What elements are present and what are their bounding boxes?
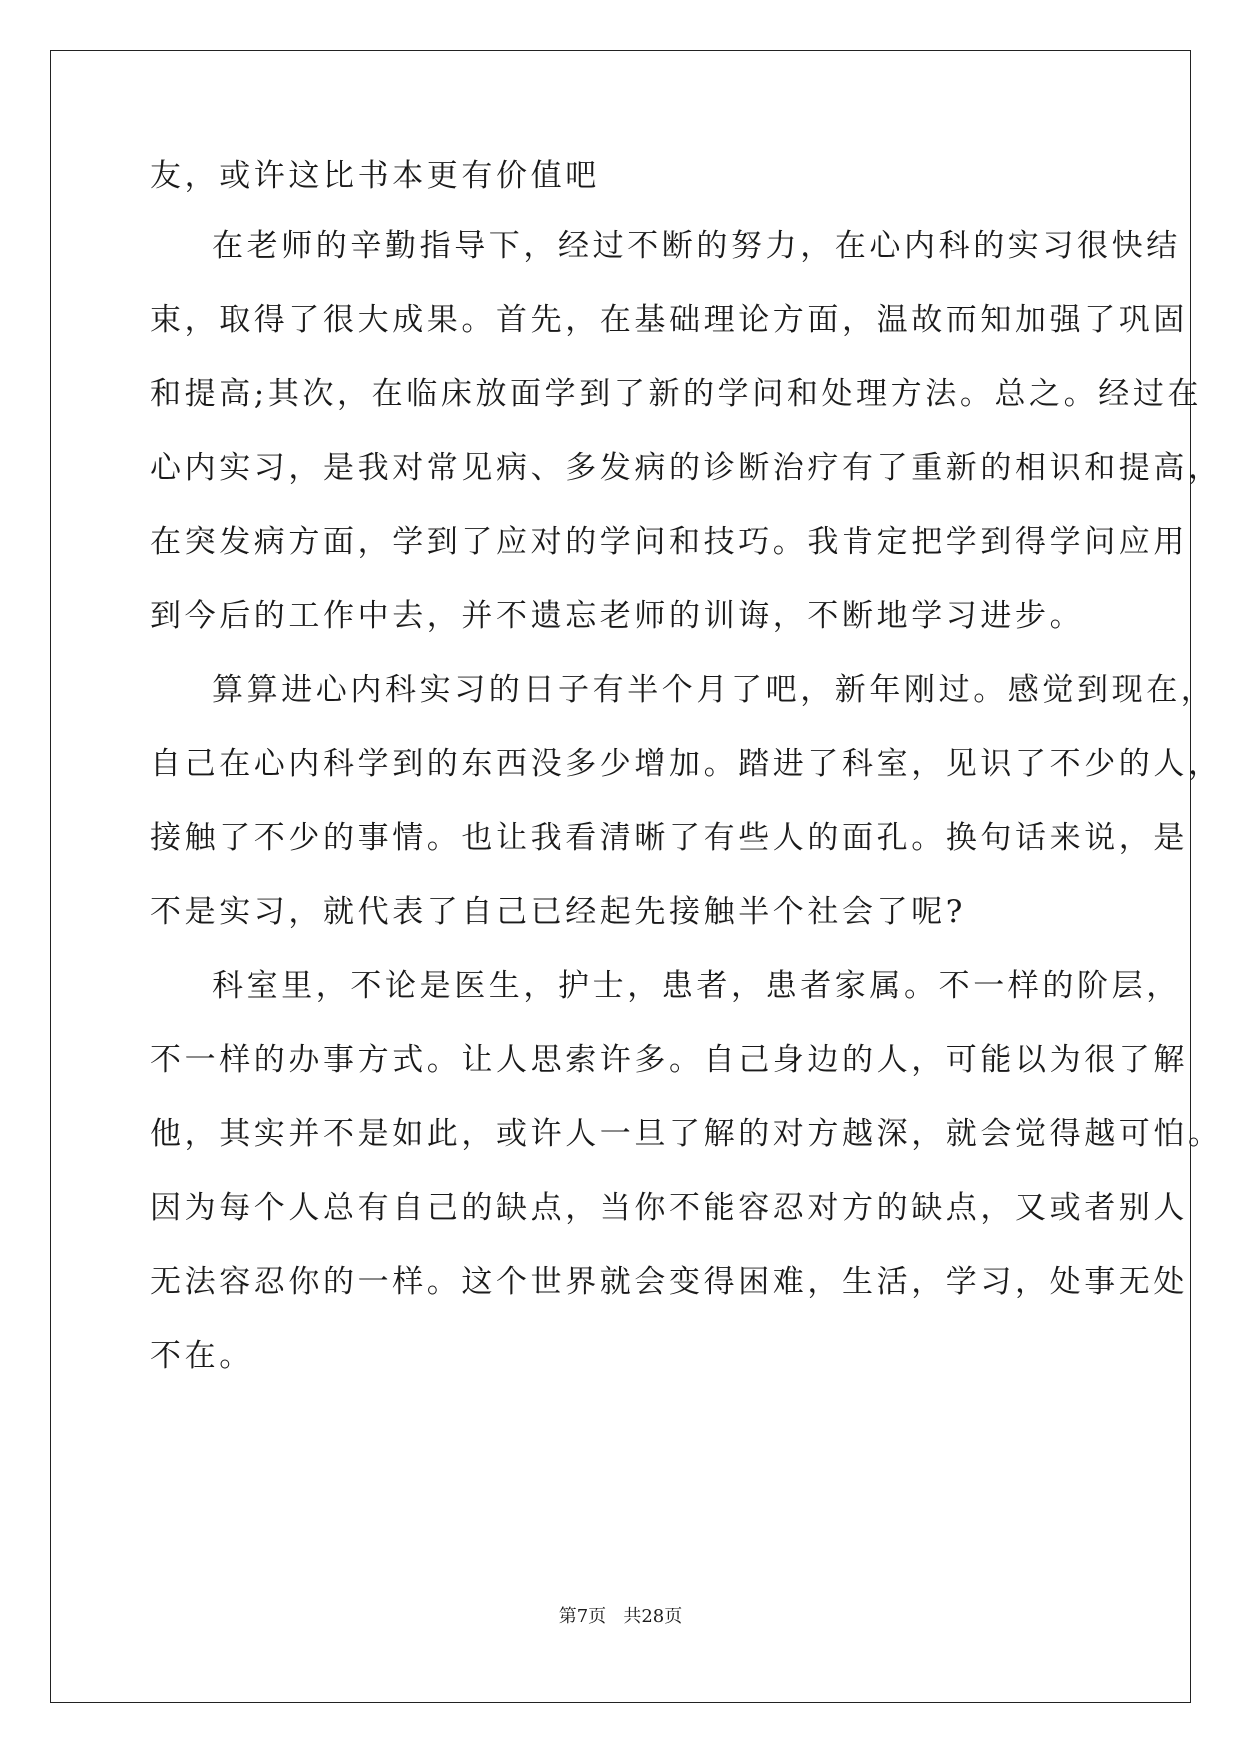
text-line: 不是实习，就代表了自己已经起先接触半个社会了呢? [150, 894, 967, 930]
text-line: 和提高;其次，在临床放面学到了新的学问和处理方法。总之。经过在 [150, 376, 1203, 412]
page-total: 共28页 [623, 1606, 683, 1627]
text-line: 因为每个人总有自己的缺点，当你不能容忍对方的缺点，又或者别人 [150, 1190, 1188, 1226]
text-line: 到今后的工作中去，并不遗忘老师的训诲，不断地学习进步。 [150, 598, 1085, 634]
page-footer [0, 1605, 1241, 1629]
text-line: 友，或许这比书本更有价值吧 [150, 158, 600, 194]
text-line: 在老师的辛勤指导下，经过不断的努力，在心内科的实习很快结 [212, 228, 1181, 264]
text-line: 自己在心内科学到的东西没多少增加。踏进了科室，见识了不少的人， [150, 746, 1223, 782]
page-number: 第7页 [558, 1606, 607, 1627]
text-line: 束，取得了很大成果。首先，在基础理论方面，温故而知加强了巩固 [150, 302, 1188, 338]
text-line: 算算进心内科实习的日子有半个月了吧，新年刚过。感觉到现在， [212, 672, 1216, 708]
text-line: 在突发病方面，学到了应对的学问和技巧。我肯定把学到得学问应用 [150, 524, 1188, 560]
text-line: 不在。 [150, 1338, 254, 1374]
text-line: 接触了不少的事情。也让我看清晰了有些人的面孔。换句话来说，是 [150, 820, 1188, 856]
page-border [50, 50, 1191, 1703]
text-line: 他，其实并不是如此，或许人一旦了解的对方越深，就会觉得越可怕。 [150, 1116, 1223, 1152]
text-line: 不一样的办事方式。让人思索许多。自己身边的人，可能以为很了解 [150, 1042, 1188, 1078]
text-line: 心内实习，是我对常见病、多发病的诊断治疗有了重新的相识和提高， [150, 450, 1223, 486]
text-line: 科室里，不论是医生，护士，患者，患者家属。不一样的阶层， [212, 968, 1181, 1004]
text-line: 无法容忍你的一样。这个世界就会变得困难，生活，学习，处事无处 [150, 1264, 1188, 1300]
